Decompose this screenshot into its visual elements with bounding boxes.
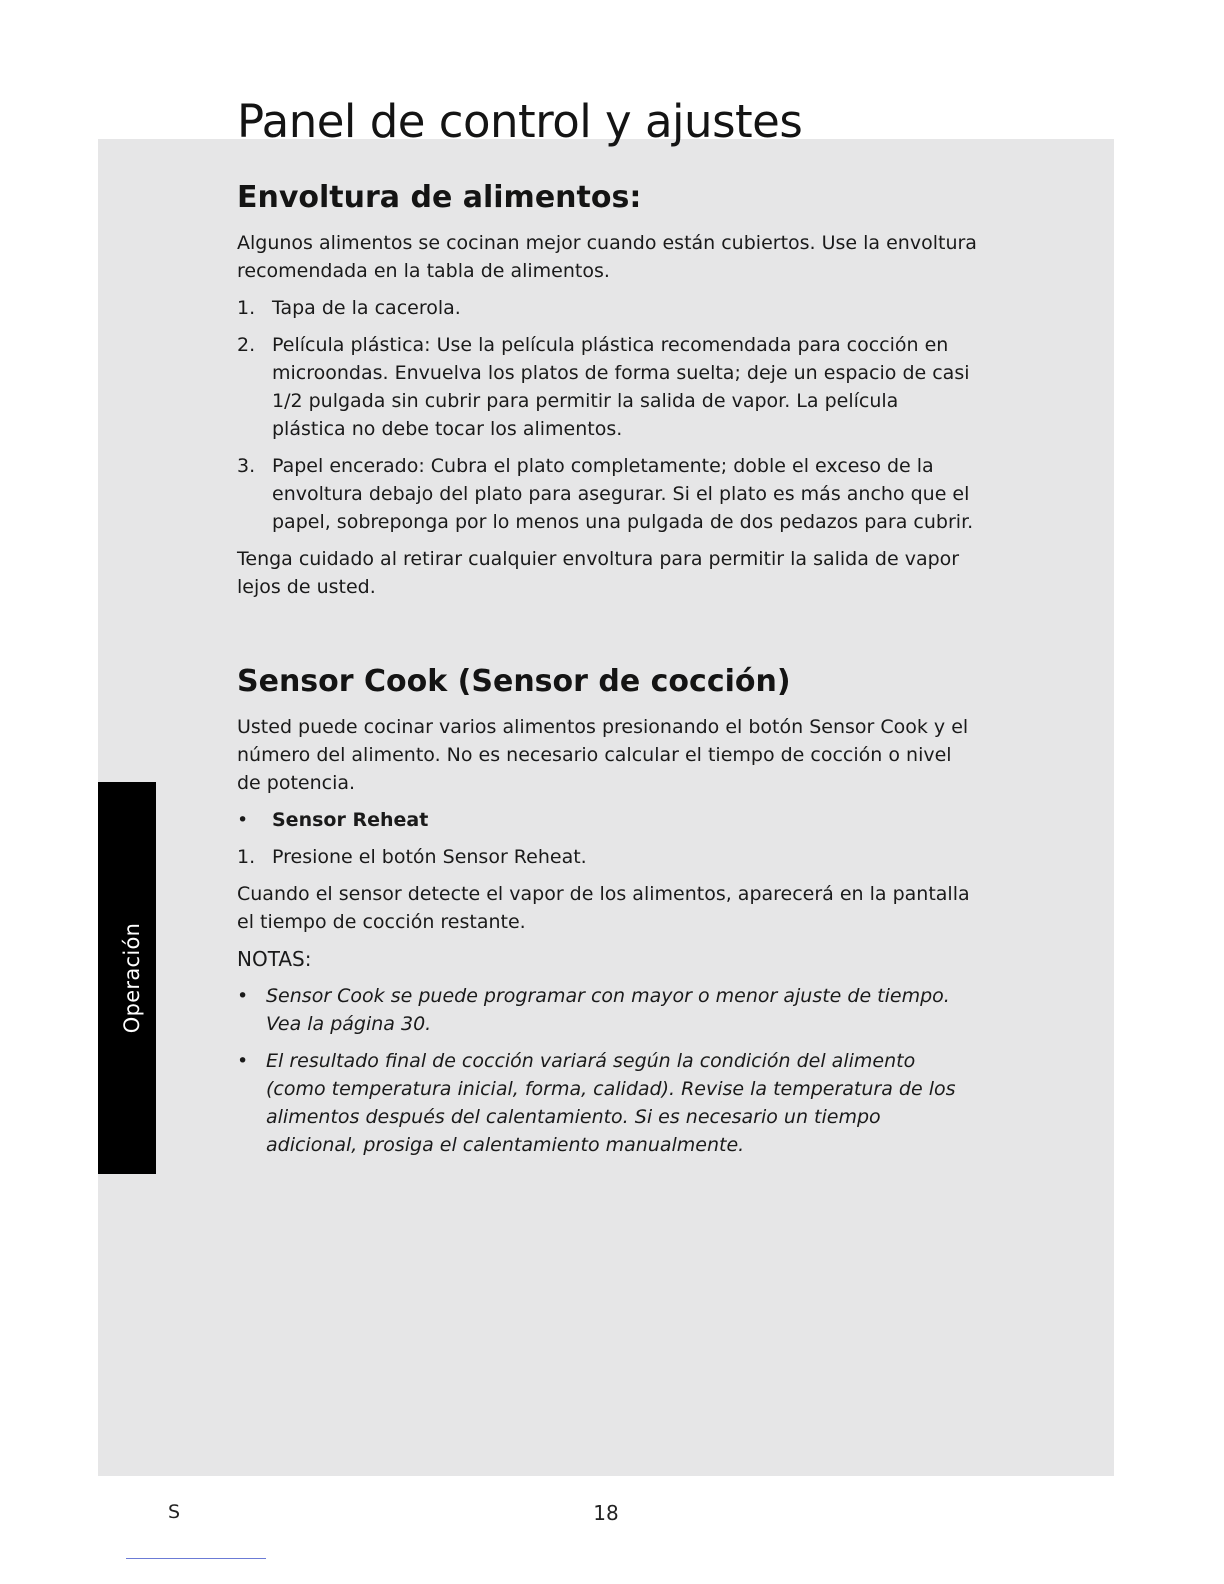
list-item [237,843,977,871]
note-text: Sensor Cook se puede programar con mayor o menor ajuste de tiempo. Vea la página 30. [266,985,950,1035]
list-item [237,294,977,322]
list-number: 1. [237,297,256,319]
list-item [237,452,977,536]
main-content [237,176,977,1168]
notes-list [237,982,977,1159]
bullet-icon: • [237,985,249,1007]
section-closing-text: Tenga cuidado al retirar cualquier envoltura para permitir la salida de vapor lejos de usted. [237,548,960,598]
bullet-label: Sensor Reheat [272,809,429,831]
list-item [237,806,977,834]
list-item-text: Presione el botón Sensor Reheat. [272,846,587,868]
bullet-icon: • [237,1050,249,1072]
sensor-steps-list [237,843,977,871]
list-number: 2. [237,334,256,356]
sensor-bullet-list [237,806,977,834]
section-heading-food-wrapping: Envoltura de alimentos: [237,180,642,215]
bullet-icon: • [237,809,249,831]
section-spacer [237,610,977,660]
side-tab-label: Operación [120,922,144,1034]
list-item [237,982,977,1038]
sensor-explanation: Cuando el sensor detecte el vapor de los alimentos, aparecerá en la pantalla el tiempo de cocción restante. [237,883,970,933]
footer-language-code: S [168,1501,181,1523]
list-item-text: Película plástica: Use la película plástica recomendada para cocción en microondas. Envuelva los platos de forma suelta; deje un espacio de casi 1/2 pulgada sin cubrir para permitir la salida de vapor. La película plástica no debe tocar los alimentos. [272,334,970,440]
footer-divider [126,1558,266,1559]
note-text: El resultado final de cocción variará según la condición del alimento (como temperatura inicial, forma, calidad). Revise la temperatura de los alimentos después del calentamiento. Si es necesario un tiempo adicional, prosiga el calentamiento manualmente. [266,1050,956,1156]
notes-label: NOTAS: [237,947,312,971]
section-heading-sensor-cook: Sensor Cook (Sensor de cocción) [237,664,791,699]
section-intro: Usted puede cocinar varios alimentos presionando el botón Sensor Cook y el número del alimento. No es necesario calcular el tiempo de cocción o nivel de potencia. [237,716,969,794]
list-item-text: Papel encerado: Cubra el plato completamente; doble el exceso de la envoltura debajo del plato para asegurar. Si el plato es más ancho que el papel, sobreponga por lo menos una pulgada de dos pedazos para cubrir. [272,455,974,533]
wrapping-steps-list [237,294,977,536]
list-item [237,331,977,443]
list-item [237,1047,977,1159]
section-intro: Algunos alimentos se cocinan mejor cuando están cubiertos. Use la envoltura recomendada en la tabla de alimentos. [237,232,977,282]
page-title: Panel de control y ajustes [237,95,803,148]
list-number: 3. [237,455,256,477]
page-number: 18 [593,1501,619,1525]
list-number: 1. [237,846,256,868]
list-item-text: Tapa de la cacerola. [272,297,461,319]
